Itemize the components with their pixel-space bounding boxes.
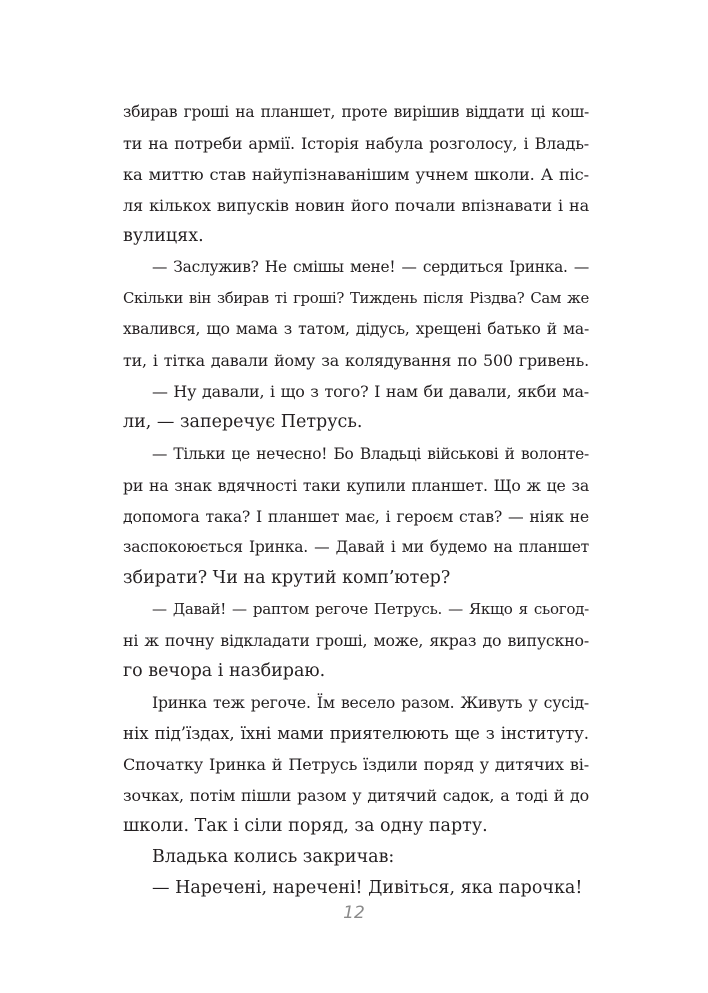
text-line: — Давай! — раптом регоче Петрусь. — Якщо я сьогод- (152, 599, 589, 618)
text-line: ля кількох випусків новин його почали впізнавати і на (123, 196, 589, 216)
text-line: хвалився, що мама з татом, дідусь, хрещені батько й ма- (123, 320, 589, 339)
text-line: ні ж почну відкладати гроші, може, якраз до випускно- (123, 630, 589, 650)
text-line: Владька колись закричав: (152, 847, 395, 868)
text-line: го вечора і назбираю. (123, 660, 326, 681)
text-line: ти на потреби армії. Історія набула розголосу, і Владь- (123, 134, 589, 154)
text-line: ли, — заперечує Петрусь. (123, 412, 363, 433)
text-line: Скільки він збирав ті гроші? Тиждень після Різдва? Сам же (123, 289, 589, 308)
text-line: Спочатку Іринка й Петрусь їздили поряд у дитячих ві- (123, 754, 589, 774)
text-line: збирав гроші на планшет, проте вирішив віддати ці кош- (123, 103, 589, 121)
text-line: заспокоюється Іринка. — Давай і ми будемо на планшет (123, 537, 589, 556)
text-line: — Заслужив? Не смішы мене! — сердиться Іринка. — (152, 258, 589, 277)
text-line: школи. Так і сіли поряд, за одну парту. (123, 816, 488, 837)
body-text (123, 97, 589, 904)
text-line: — Ну давали, і що з того? І нам би давали, якби ма- (152, 382, 589, 402)
text-line: ка миттю став найупізнаванішим учнем школи. А піс- (123, 165, 589, 185)
text-line: — Наречені, наречені! Дивіться, яка парочка! (152, 878, 583, 899)
text-line: допомога така? І планшет має, і героєм став? — ніяк не (123, 506, 589, 526)
text-line: — Тільки це нечесно! Бо Владьці військові й волонте- (152, 444, 589, 463)
text-line: ри на знак вдячності таки купили планшет. Що ж це за (123, 475, 589, 495)
text-line: вулицях. (123, 226, 204, 247)
text-line: Іринка теж регоче. Їм весело разом. Живуть у сусід- (152, 692, 589, 712)
text-line: ніх під’їздах, їхні мами приятелюють ще з інституту. (123, 723, 589, 743)
page-number: 12 (343, 903, 365, 923)
text-line: збирати? Чи на крутий комп’ютер? (123, 567, 451, 588)
text-line: зочках, потім пішли разом у дитячий садок, а тоді й до (123, 786, 589, 806)
text-line: ти, і тітка давали йому за колядування по 500 гривень. (123, 351, 589, 371)
